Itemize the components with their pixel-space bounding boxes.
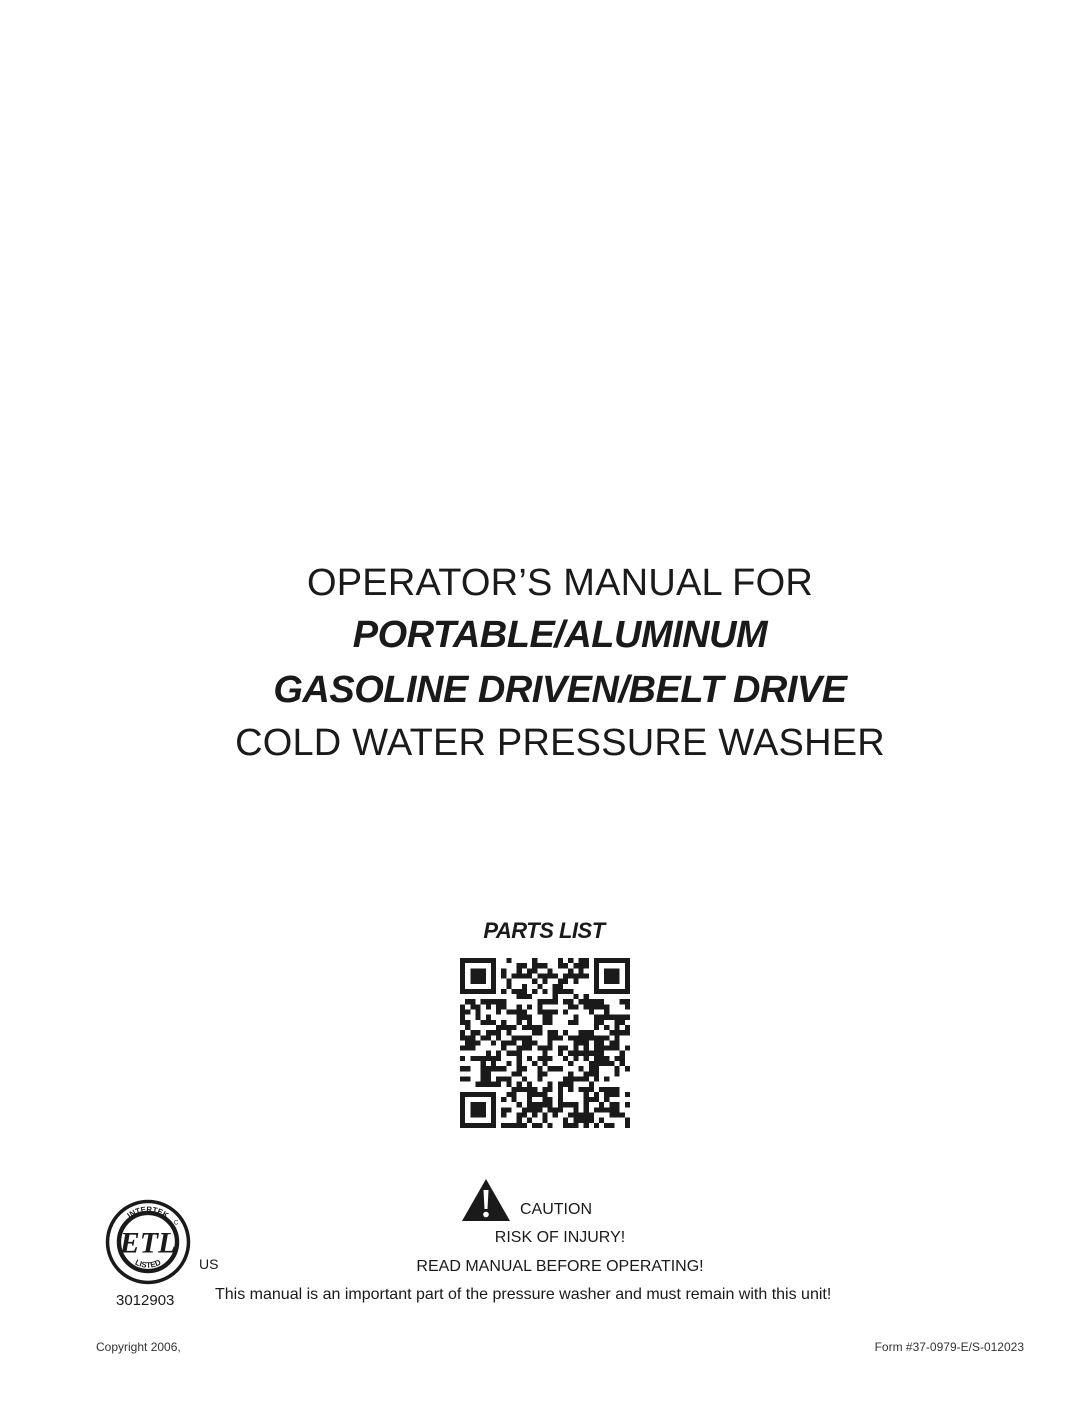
caution-label: CAUTION [520,1201,592,1218]
manual-importance-note: This manual is an important part of the pressure washer and must remain with this unit! [215,1286,832,1303]
etl-small-mark: C [173,1219,179,1227]
qr-code-icon[interactable] [460,958,630,1128]
us-mark: US [199,1256,219,1272]
risk-of-injury-text: RISK OF INJURY! [494,1229,626,1246]
form-number: Form #37-0979-E/S-012023 [874,1340,1024,1354]
title-line-3: GASOLINE DRIVEN/BELT DRIVE [273,669,847,711]
manual-title [0,558,1088,768]
title-line-4: COLD WATER PRESSURE WASHER [235,722,885,764]
etl-letters: ETL [119,1226,177,1260]
title-line-1: OPERATOR’S MANUAL FOR [306,562,813,604]
listing-number: 3012903 [116,1292,175,1309]
etl-ring-bottom-text: LISTED [133,1257,163,1270]
warning-triangle-icon [461,1178,511,1222]
read-manual-text: READ MANUAL BEFORE OPERATING! [416,1258,704,1275]
svg-text:INTERTEK [125,1205,170,1220]
parts-list-label: PARTS LIST [483,918,605,943]
copyright-text: Copyright 2006, [96,1340,181,1354]
title-line-2: PORTABLE/ALUMINUM [352,614,768,656]
etl-ring-text: INTERTEK [125,1205,171,1221]
